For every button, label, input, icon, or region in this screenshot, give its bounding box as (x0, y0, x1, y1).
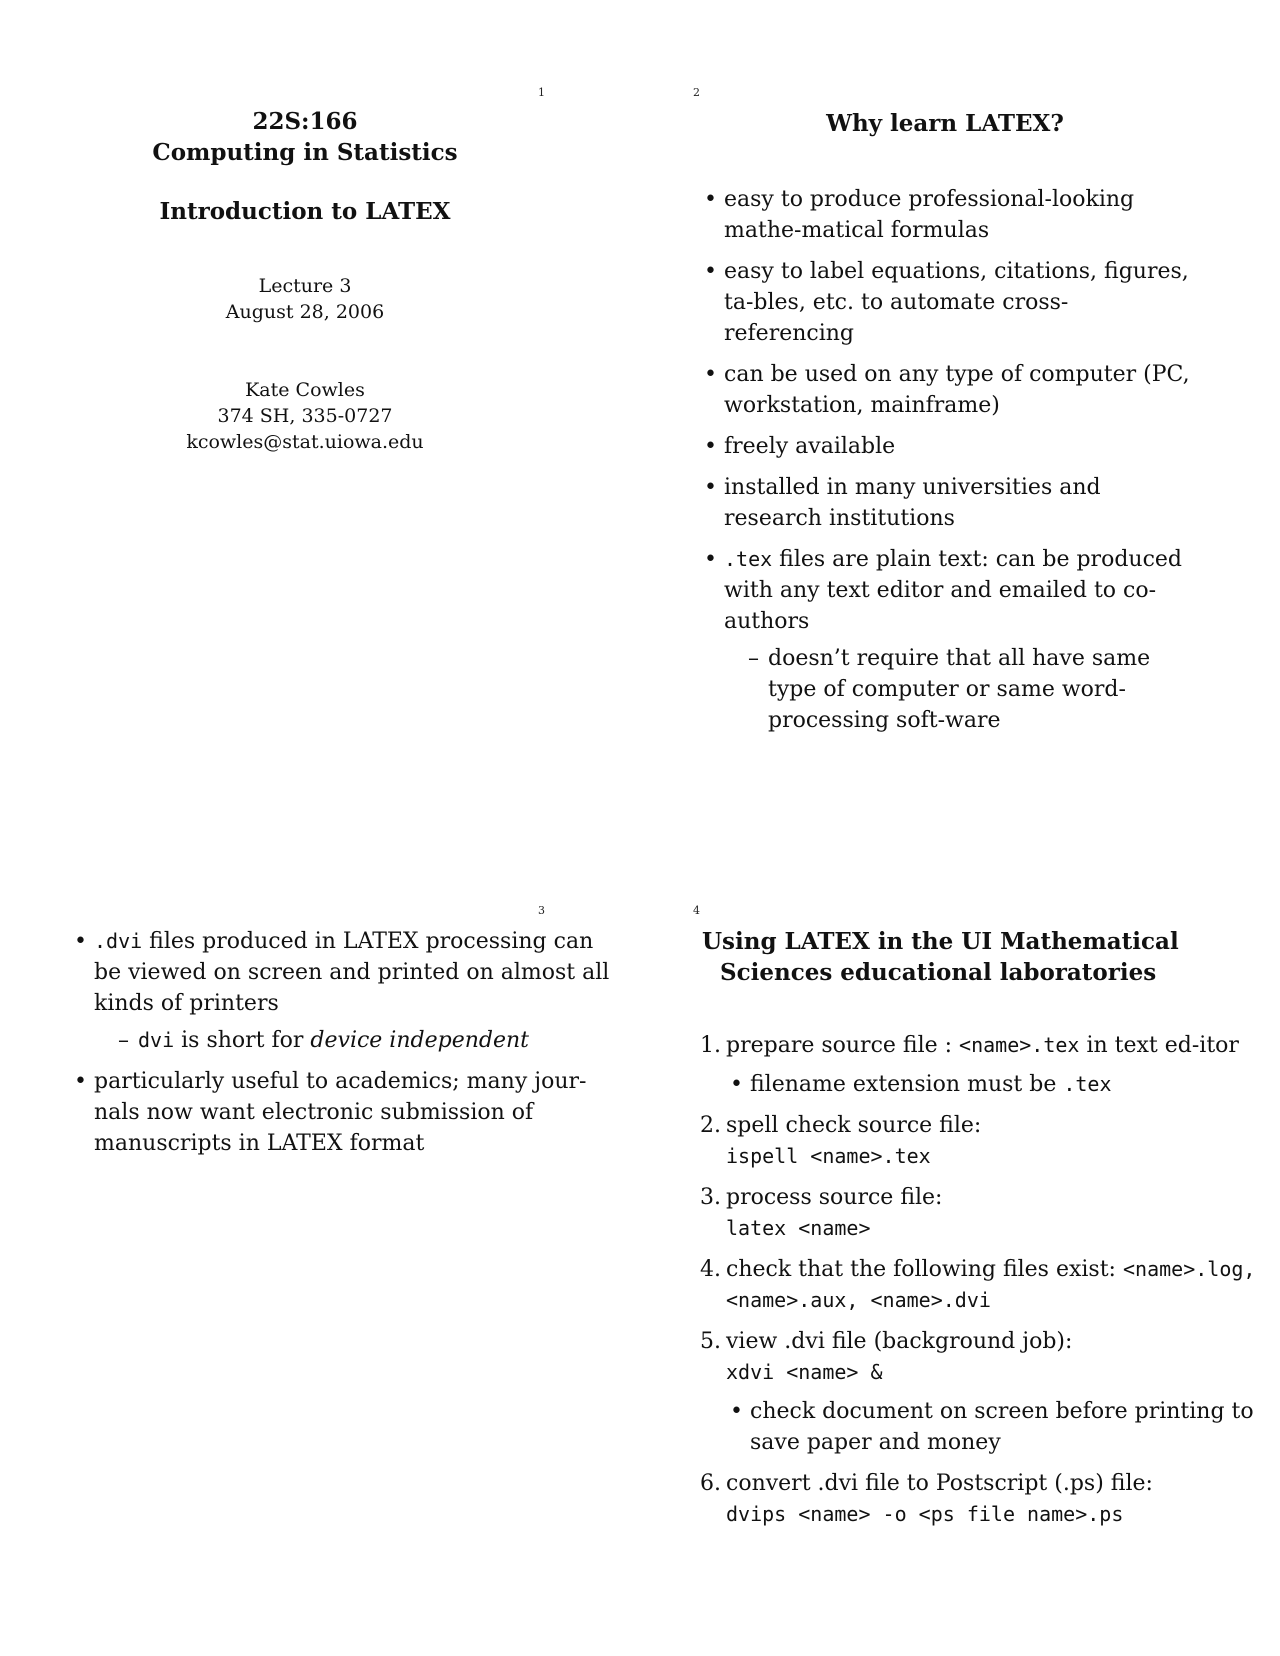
item-text: is short for (181, 1028, 304, 1053)
page-number: 3 (538, 904, 545, 917)
slide-3 (0, 828, 640, 1656)
steps-list (700, 1030, 1260, 1530)
page-number: 1 (538, 86, 545, 99)
code-text: xdvi <name> & (726, 1360, 883, 1384)
bullet-list (704, 184, 1194, 736)
list-item (700, 1182, 1260, 1244)
sub-list-item: • check document on screen before printing to save paper and money (730, 1396, 1260, 1458)
lecture-number: Lecture 3 (258, 275, 352, 297)
code-text: dvips <name> -o <ps file name>.ps (726, 1502, 1124, 1526)
step-text: spell check source file: (726, 1113, 982, 1138)
code-text: <name>.tex (959, 1033, 1080, 1057)
item-text: files produced in LATEX processing can be viewed on screen and printed on almost all kinds of printers (94, 929, 610, 1016)
step-text: process source file: (726, 1185, 943, 1210)
course-code: 22S:166 (252, 108, 358, 135)
step-text: prepare source file : (726, 1033, 953, 1058)
author-office: 374 SH, 335-0727 (217, 405, 393, 427)
step-number: 2. (700, 1113, 721, 1138)
slide-title-line1: Using LATEX in the UI Mathematical (702, 928, 1179, 955)
step-text: convert .dvi file to Postscript (.ps) file: (726, 1471, 1153, 1496)
list-item (74, 926, 614, 1056)
list-item (704, 544, 1194, 736)
author-email: kcowles@stat.uiowa.edu (186, 431, 424, 453)
page-number: 4 (693, 904, 700, 917)
code-text: ispell <name>.tex (726, 1144, 931, 1168)
list-item: • particularly useful to academics; many jour-nals now want electronic submission of manuscripts in LATEX format (74, 1066, 614, 1159)
slide-2 (640, 0, 1280, 828)
bullet-list (74, 926, 614, 1159)
sub-text: filename extension must be (750, 1072, 1057, 1097)
step-text: view .dvi file (background job): (726, 1329, 1073, 1354)
code-text: latex <name> (726, 1216, 871, 1240)
list-item (700, 1254, 1260, 1316)
list-item (700, 1326, 1260, 1458)
list-item: • easy to label equations, citations, figures, ta-bles, etc. to automate cross-referencing (704, 256, 1194, 349)
step-text-after: in text ed-itor (1086, 1033, 1239, 1058)
step-number: 4. (700, 1257, 721, 1282)
slide-1 (0, 0, 640, 828)
sub-list (724, 643, 1194, 736)
author-name: Kate Cowles (245, 379, 365, 401)
list-item: • can be used on any type of computer (PC, workstation, mainframe) (704, 359, 1194, 421)
step-text: check that the following files exist: (726, 1257, 1116, 1282)
list-item: • installed in many universities and research institutions (704, 472, 1194, 534)
emphasis-text: device independent (310, 1028, 529, 1053)
sub-list-item: – doesn’t require that all have same type of computer or same word-processing soft-ware (748, 643, 1194, 736)
code-text: .tex (724, 547, 773, 571)
list-item (700, 1468, 1260, 1530)
sub-list (94, 1025, 614, 1056)
slide-title: Why learn LATEX? (826, 110, 1064, 137)
list-item (700, 1030, 1260, 1100)
lecture-date: August 28, 2006 (225, 301, 385, 323)
slide-4 (640, 828, 1280, 1656)
page-number: 2 (693, 86, 700, 99)
list-item (700, 1110, 1260, 1172)
course-title: Computing in Statistics (152, 139, 458, 166)
slide-title-line2: Sciences educational laboratories (720, 959, 1157, 986)
code-text: .dvi (94, 929, 143, 953)
step-number: 6. (700, 1471, 721, 1496)
sub-list-item (730, 1069, 1260, 1100)
list-item: • easy to produce professional-looking mathe-matical formulas (704, 184, 1194, 246)
sub-list-item (118, 1025, 614, 1056)
list-item: • freely available (704, 431, 1194, 462)
step-number: 5. (700, 1329, 721, 1354)
code-text: dvi (138, 1028, 175, 1052)
step-number: 3. (700, 1185, 721, 1210)
code-text: .tex (1063, 1072, 1112, 1096)
topic-title: Introduction to LATEX (159, 198, 451, 225)
item-text: files are plain text: can be produced with any text editor and emailed to co-authors (724, 547, 1182, 634)
step-number: 1. (700, 1033, 721, 1058)
code-text: <name>.log, <name>.aux, <name>.dvi (726, 1257, 1256, 1312)
